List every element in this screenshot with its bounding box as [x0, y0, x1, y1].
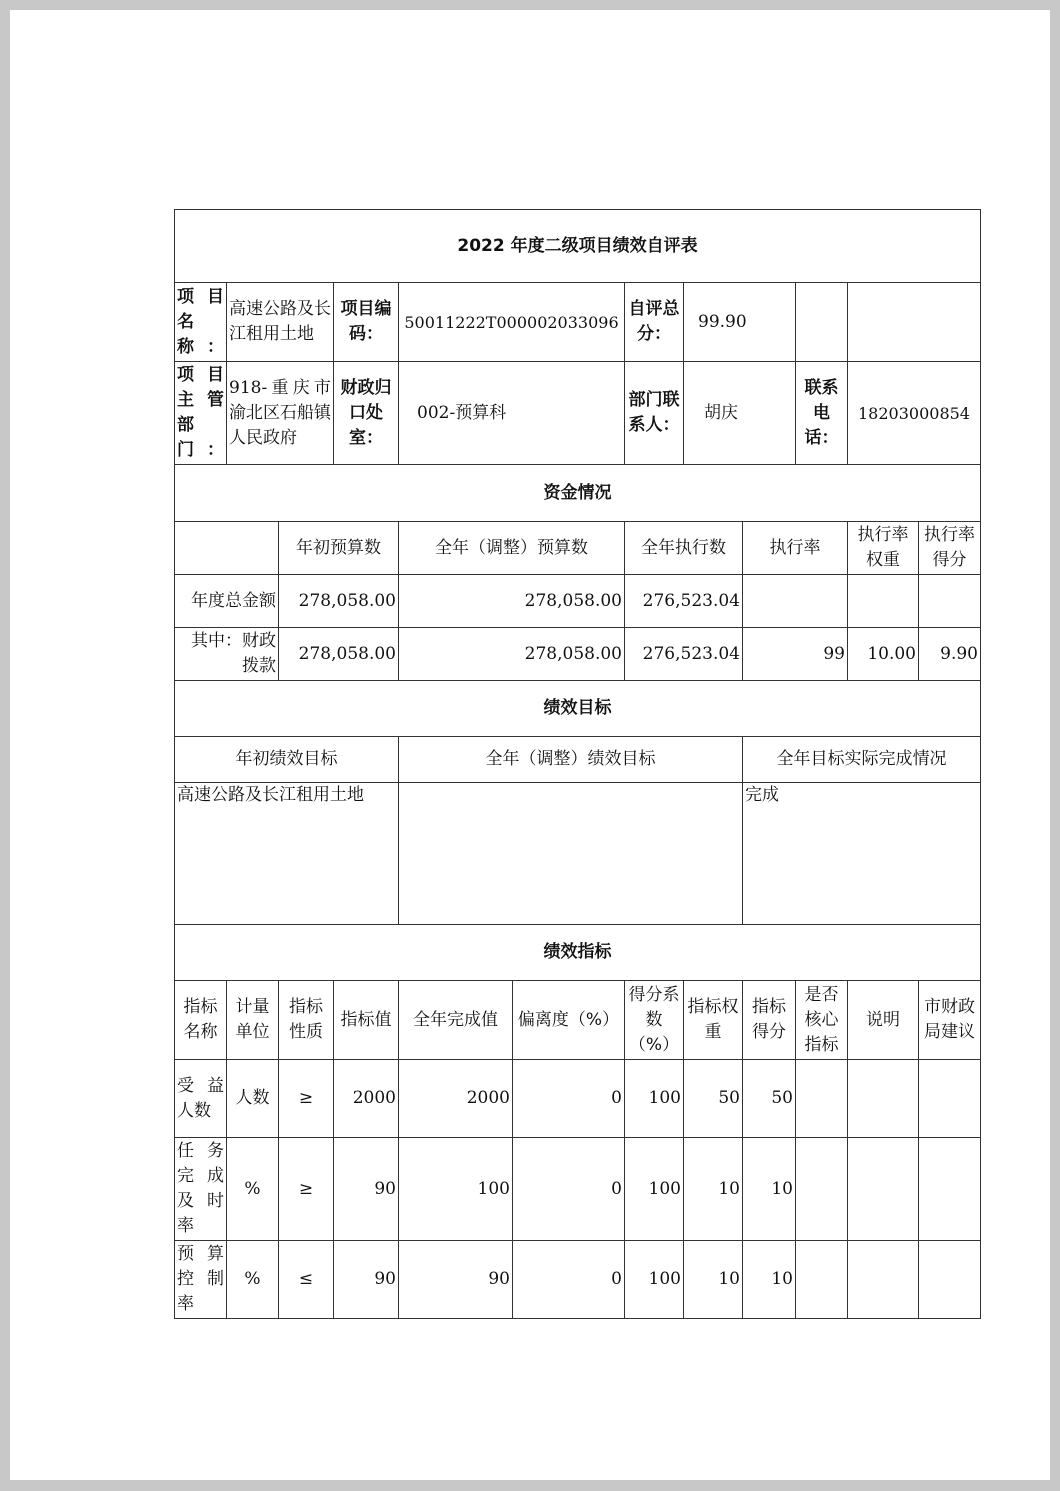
funds-header-budget: 年初预算数: [279, 522, 399, 575]
ind-advice: [919, 1060, 981, 1138]
ind-coef: 100: [625, 1138, 684, 1241]
ind-coef: 100: [625, 1060, 684, 1138]
goals-header-adjusted: 全年（调整）绩效目标: [399, 737, 743, 783]
ind-core: [796, 1241, 848, 1319]
project-code: 50011222T000002033096: [399, 283, 625, 362]
funds-row: [175, 628, 981, 681]
dept: 918-重庆市渝北区石船镇人民政府: [227, 362, 334, 465]
contact: 胡庆: [684, 362, 796, 465]
project-name: 高速公路及长江租用土地: [227, 283, 334, 362]
ind-header-coef: 得分系数（%）: [625, 981, 684, 1060]
indicator-row: [175, 1138, 981, 1241]
self-score: 99.90: [684, 283, 796, 362]
indicator-row: [175, 1060, 981, 1138]
dept-label: 项目主管部门：: [175, 362, 227, 465]
funds-header-weight: 执行率权重: [848, 522, 919, 575]
ind-deviation: 0: [513, 1241, 625, 1319]
self-score-label: 自评总分：: [625, 283, 684, 362]
ind-nature: ≥: [279, 1138, 334, 1241]
ind-weight: 10: [684, 1138, 743, 1241]
evaluation-table: [174, 209, 981, 1319]
funds-row-weight: [848, 575, 919, 628]
empty-cell: [796, 283, 848, 362]
funds-row-adjusted: 278,058.00: [399, 628, 625, 681]
ind-header-weight: 指标权重: [684, 981, 743, 1060]
goals-initial: 高速公路及长江租用土地: [175, 783, 399, 925]
funds-row-executed: 276,523.04: [625, 628, 743, 681]
ind-core: [796, 1138, 848, 1241]
ind-advice: [919, 1241, 981, 1319]
ind-unit: 人数: [227, 1060, 279, 1138]
ind-header-target: 指标值: [334, 981, 399, 1060]
ind-name: 受益人数: [175, 1060, 227, 1138]
goals-header-initial: 年初绩效目标: [175, 737, 399, 783]
ind-target: 90: [334, 1138, 399, 1241]
page-title: 2022 年度二级项目绩效自评表: [175, 210, 981, 283]
ind-unit: %: [227, 1138, 279, 1241]
ind-header-advice: 市财政局建议: [919, 981, 981, 1060]
funds-row-rate: [743, 575, 848, 628]
ind-deviation: 0: [513, 1138, 625, 1241]
empty-cell: [175, 522, 279, 575]
goals-header-actual: 全年目标实际完成情况: [743, 737, 981, 783]
ind-coef: 100: [625, 1241, 684, 1319]
funds-section-title: 资金情况: [175, 465, 981, 522]
funds-header-adjusted: 全年（调整）预算数: [399, 522, 625, 575]
ind-weight: 50: [684, 1060, 743, 1138]
ind-weight: 10: [684, 1241, 743, 1319]
funds-header-rate: 执行率: [743, 522, 848, 575]
indicator-row: [175, 1241, 981, 1319]
ind-header-score: 指标得分: [743, 981, 796, 1060]
ind-header-actual: 全年完成值: [399, 981, 513, 1060]
ind-deviation: 0: [513, 1060, 625, 1138]
funds-row: [175, 575, 981, 628]
funds-row-score: [919, 575, 981, 628]
indicators-section-title: 绩效指标: [175, 925, 981, 981]
ind-score: 10: [743, 1138, 796, 1241]
funds-row-score: 9.90: [919, 628, 981, 681]
ind-actual: 100: [399, 1138, 513, 1241]
ind-name: 预算控制率: [175, 1241, 227, 1319]
ind-score: 10: [743, 1241, 796, 1319]
ind-header-note: 说明: [848, 981, 919, 1060]
ind-header-unit: 计量单位: [227, 981, 279, 1060]
project-name-label: 项目名称：: [175, 283, 227, 362]
funds-header-score: 执行率得分: [919, 522, 981, 575]
ind-name: 任务完成及时率: [175, 1138, 227, 1241]
ind-nature: ≥: [279, 1060, 334, 1138]
funds-row-label: 其中：财政拨款: [175, 628, 279, 681]
funds-row-executed: 276,523.04: [625, 575, 743, 628]
phone-label: 联系电话：: [796, 362, 848, 465]
ind-note: [848, 1241, 919, 1319]
funds-row-adjusted: 278,058.00: [399, 575, 625, 628]
goals-section-title: 绩效目标: [175, 681, 981, 737]
ind-target: 2000: [334, 1060, 399, 1138]
ind-actual: 2000: [399, 1060, 513, 1138]
goals-adjusted: [399, 783, 743, 925]
funds-row-label: 年度总金额: [175, 575, 279, 628]
funds-row-weight: 10.00: [848, 628, 919, 681]
empty-cell: [848, 283, 981, 362]
ind-header-core: 是否核心指标: [796, 981, 848, 1060]
funds-row-budget: 278,058.00: [279, 628, 399, 681]
ind-header-deviation: 偏离度（%）: [513, 981, 625, 1060]
ind-note: [848, 1060, 919, 1138]
ind-header-nature: 指标性质: [279, 981, 334, 1060]
funds-row-budget: 278,058.00: [279, 575, 399, 628]
funds-header-executed: 全年执行数: [625, 522, 743, 575]
ind-core: [796, 1060, 848, 1138]
phone: 18203000854: [848, 362, 981, 465]
finance-office-label: 财政归口处室：: [334, 362, 399, 465]
contact-label: 部门联系人：: [625, 362, 684, 465]
ind-unit: %: [227, 1241, 279, 1319]
ind-header-name: 指标名称: [175, 981, 227, 1060]
ind-actual: 90: [399, 1241, 513, 1319]
ind-target: 90: [334, 1241, 399, 1319]
ind-advice: [919, 1138, 981, 1241]
goals-actual: 完成: [743, 783, 981, 925]
ind-score: 50: [743, 1060, 796, 1138]
finance-office: 002-预算科: [399, 362, 625, 465]
funds-row-rate: 99: [743, 628, 848, 681]
ind-nature: ≤: [279, 1241, 334, 1319]
ind-note: [848, 1138, 919, 1241]
project-code-label: 项目编码：: [334, 283, 399, 362]
